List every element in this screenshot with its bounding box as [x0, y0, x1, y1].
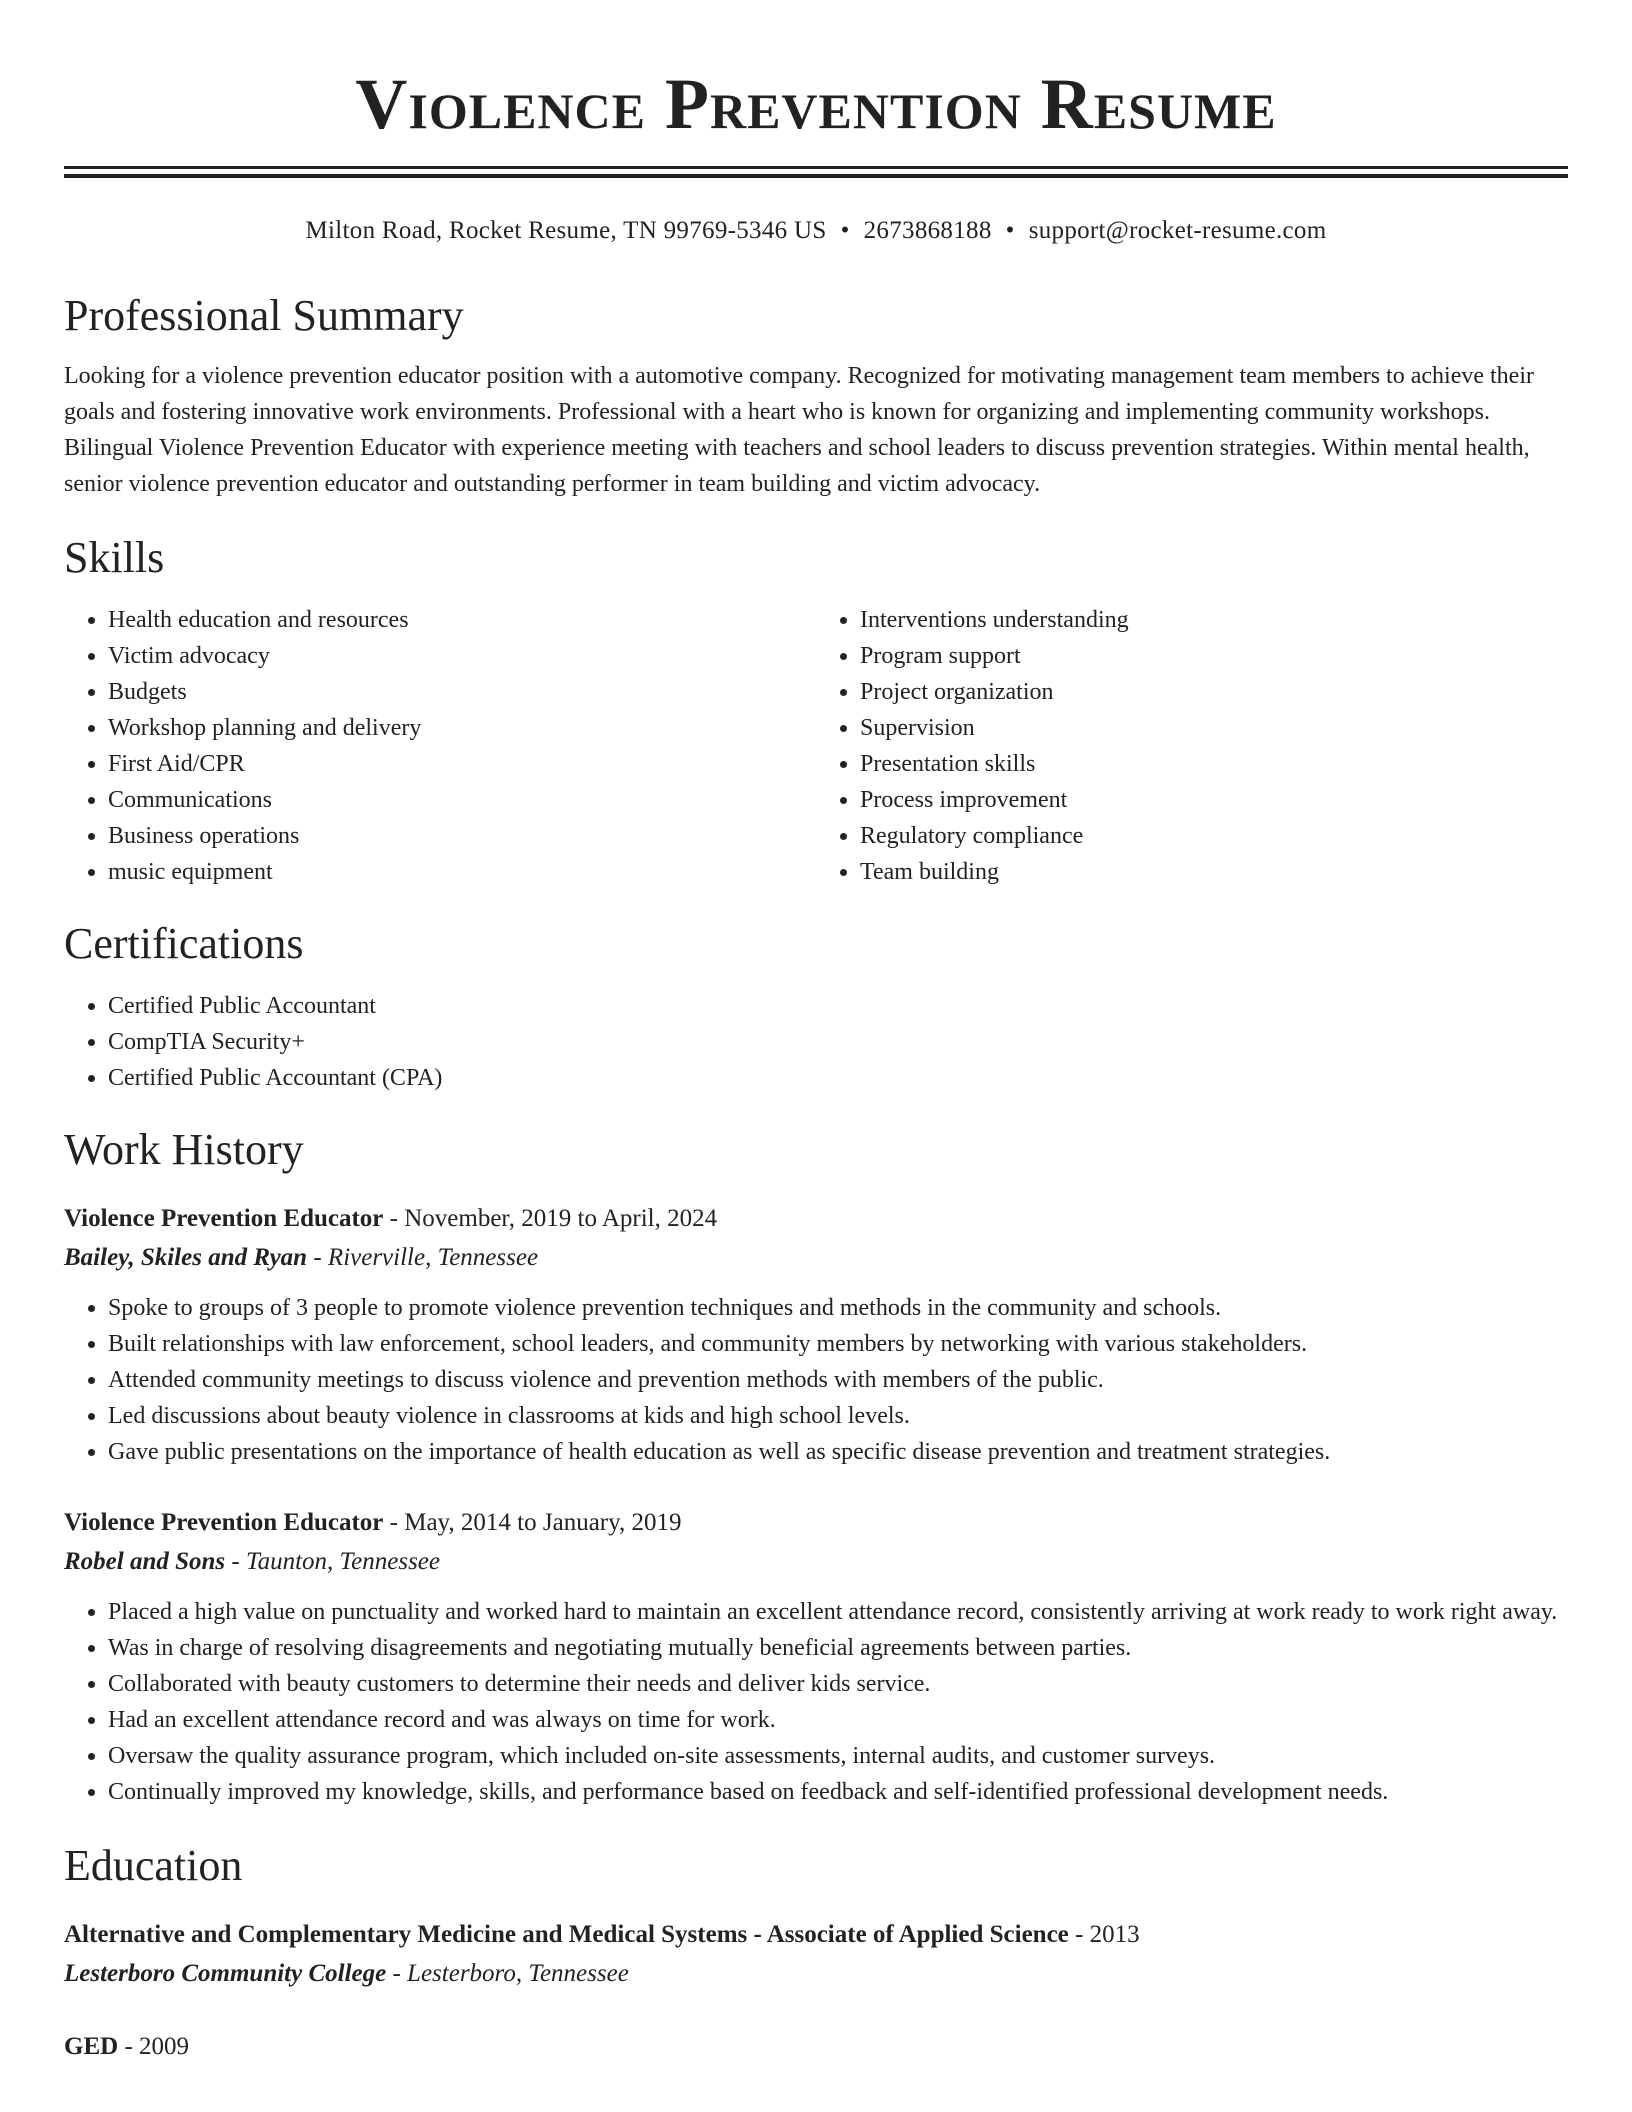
skills-list-right	[816, 602, 1568, 890]
certifications-list	[64, 988, 1568, 1096]
certification-item: • Certified Public Accountant (CPA)	[108, 1060, 1568, 1096]
skills-heading: Skills	[64, 533, 165, 582]
education-entry	[64, 1916, 1568, 1994]
education-entry	[64, 2028, 1568, 2066]
skill-item: • Interventions understanding	[860, 602, 1568, 638]
job-dates: - May, 2014 to January, 2019	[383, 1509, 682, 1536]
summary-text: Looking for a violence prevention educator position with a automotive company. Recognized for motivating management team members to achieve their goals and fostering innovative work environments. Professional with a heart who is known for organizing and implementing community workshops. Bilingual Violence Prevention Educator with experience meeting with teachers and school leaders to discuss prevention strategies. Within mental health, senior violence prevention educator and outstanding performer in team building and victim advocacy.	[64, 363, 1534, 497]
summary-heading: Professional Summary	[64, 291, 464, 340]
job-bullet: • Built relationships with law enforcement, school leaders, and community members by networking with various stakeholders.	[108, 1326, 1568, 1362]
skill-item: • Victim advocacy	[108, 638, 816, 674]
skill-item: • Team building	[860, 854, 1568, 890]
education-degree-line	[64, 2028, 1568, 2066]
skill-item: • Presentation skills	[860, 746, 1568, 782]
job-company: Bailey, Skiles and Ryan	[64, 1244, 308, 1271]
job-title: Violence Prevention Educator	[64, 1509, 384, 1536]
title-double-rule	[64, 166, 1568, 178]
education-degree: Alternative and Complementary Medicine and Medical Systems - Associate of Applied Science	[64, 1921, 1069, 1948]
skill-item: • Budgets	[108, 674, 816, 710]
job-title-line	[64, 1504, 1568, 1542]
skill-item: • First Aid/CPR	[108, 746, 816, 782]
skill-item: • Workshop planning and delivery	[108, 710, 816, 746]
certifications-heading: Certifications	[64, 919, 304, 968]
education-year: - 2009	[118, 2033, 190, 2060]
contact-separator: •	[840, 217, 850, 244]
skill-item: • Regulatory compliance	[860, 818, 1568, 854]
job-bullet: • Was in charge of resolving disagreements and negotiating mutually beneficial agreements between parties.	[108, 1630, 1568, 1666]
skill-item: • Project organization	[860, 674, 1568, 710]
education-year: - 2013	[1068, 1921, 1140, 1948]
job-entry	[64, 1504, 1568, 1810]
job-bullets	[64, 1290, 1568, 1470]
job-location: - Riverville, Tennessee	[307, 1244, 539, 1271]
job-bullet: • Oversaw the quality assurance program, which included on-site assessments, internal audits, and customer surveys.	[108, 1738, 1568, 1774]
certification-item: • Certified Public Accountant	[108, 988, 1568, 1024]
job-bullet: • Led discussions about beauty violence in classrooms at kids and high school levels.	[108, 1398, 1568, 1434]
contact-address: Milton Road, Rocket Resume, TN 99769-5346 US	[305, 217, 827, 244]
job-title-line	[64, 1200, 1568, 1238]
job-company-line	[64, 1238, 1568, 1278]
education-location: - Lesterboro, Tennessee	[386, 1960, 629, 1987]
job-location: - Taunton, Tennessee	[225, 1548, 441, 1575]
job-company: Robel and Sons	[64, 1548, 226, 1575]
skill-item: • Process improvement	[860, 782, 1568, 818]
job-bullet: • Had an excellent attendance record and was always on time for work.	[108, 1702, 1568, 1738]
certification-item: • CompTIA Security+	[108, 1024, 1568, 1060]
skills-list-left	[64, 602, 816, 890]
job-bullet: • Spoke to groups of 3 people to promote violence prevention techniques and methods in the community and schools.	[108, 1290, 1568, 1326]
education-degree: GED	[64, 2033, 119, 2060]
skill-item: • Program support	[860, 638, 1568, 674]
job-bullet: • Continually improved my knowledge, skills, and performance based on feedback and self-identified professional development needs.	[108, 1774, 1568, 1810]
job-bullet: • Attended community meetings to discuss violence and prevention methods with members of the public.	[108, 1362, 1568, 1398]
education-school-line	[64, 1954, 1568, 1994]
contact-phone: 2673868188	[863, 217, 992, 244]
contact-line	[64, 214, 1568, 248]
job-company-line	[64, 1542, 1568, 1582]
work-history-heading: Work History	[64, 1125, 304, 1174]
job-bullet: • Placed a high value on punctuality and worked hard to maintain an excellent attendance record, consistently arriving at work ready to work right away.	[108, 1594, 1568, 1630]
education-degree-line	[64, 1916, 1568, 1954]
skill-item: • Communications	[108, 782, 816, 818]
skill-item: • Business operations	[108, 818, 816, 854]
contact-email: support@rocket-resume.com	[1028, 217, 1327, 244]
job-dates: - November, 2019 to April, 2024	[383, 1205, 718, 1232]
education-school: Lesterboro Community College	[64, 1960, 387, 1987]
job-bullets	[64, 1594, 1568, 1810]
job-title: Violence Prevention Educator	[64, 1205, 384, 1232]
skills-columns	[64, 602, 1568, 890]
skill-item: • Health education and resources	[108, 602, 816, 638]
job-bullet: • Collaborated with beauty customers to determine their needs and deliver kids service.	[108, 1666, 1568, 1702]
resume-title: Violence Prevention Resume	[355, 64, 1277, 144]
job-entry	[64, 1200, 1568, 1470]
resume-page	[64, 0, 1568, 2066]
education-heading: Education	[64, 1841, 243, 1890]
skill-item: • music equipment	[108, 854, 816, 890]
contact-separator: •	[1005, 217, 1015, 244]
skill-item: • Supervision	[860, 710, 1568, 746]
job-bullet: • Gave public presentations on the importance of health education as well as specific disease prevention and treatment strategies.	[108, 1434, 1568, 1470]
